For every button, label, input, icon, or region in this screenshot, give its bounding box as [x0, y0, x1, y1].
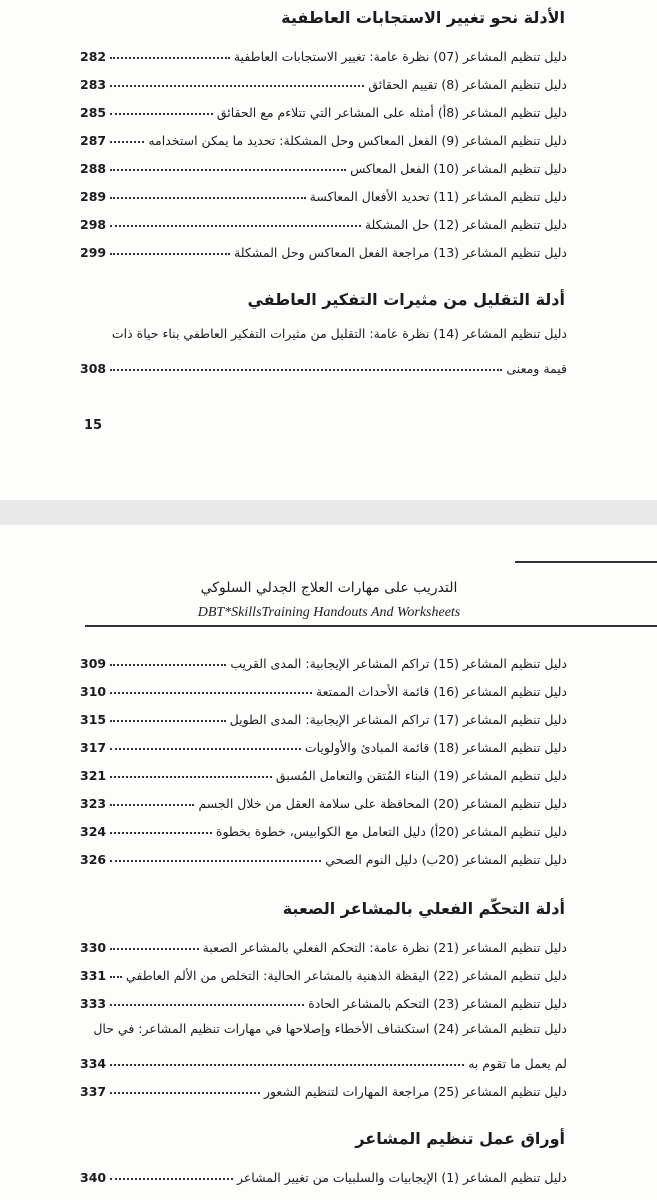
- toc-entry-title: دليل تنظيم المشاعر (8) تقييم الحقائق: [368, 77, 567, 92]
- toc-entry-page: 330: [80, 940, 107, 955]
- toc-page-16: [0, 525, 657, 1200]
- toc-entry-title: دليل تنظيم المشاعر (1) الإيجابيات والسلبيات من تغيير المشاعر: [236, 1170, 567, 1185]
- dot-leader: [110, 141, 144, 143]
- toc-entry: [80, 759, 567, 783]
- dot-leader: [110, 253, 230, 255]
- dot-leader: [110, 1064, 464, 1066]
- toc-entry-page: 288: [80, 161, 107, 176]
- header-rule-top: [515, 561, 657, 563]
- toc-entry: [80, 152, 567, 176]
- running-header-arabic: التدريب على مهارات العلاج الجدلي السلوكي: [200, 580, 458, 596]
- toc-entry-page: 317: [80, 740, 107, 755]
- dot-leader: [110, 692, 312, 694]
- dot-leader: [110, 832, 212, 834]
- page-number: 15: [84, 418, 103, 433]
- toc-entry-title: دليل تنظيم المشاعر (9) الفعل المعاكس وحل المشكلة: تحديد ما يمكن استخدامه: [148, 133, 567, 148]
- dot-leader: [110, 169, 346, 171]
- toc-entry-page: 321: [80, 768, 107, 783]
- dot-leader: [110, 976, 122, 978]
- toc-entry-first-line: دليل تنظيم المشاعر (14) نظرة عامة: التقليل من مثيرات التفكير العاطفي بناء حياة ذات: [111, 326, 567, 341]
- toc-entry: [80, 180, 567, 204]
- toc-entry-title: دليل تنظيم المشاعر (16) قائمة الأحداث الممتعة: [315, 684, 567, 699]
- section-heading-handling-difficult-emotions: أدلة التحكّم الفعلي بالمشاعر الصعبة: [282, 899, 565, 918]
- toc-entry-page: 315: [80, 712, 107, 727]
- toc-entry-page: 333: [80, 996, 107, 1011]
- toc-entry: [80, 208, 567, 232]
- toc-entry-title: دليل تنظيم المشاعر (23) التحكم بالمشاعر الحادة: [308, 996, 567, 1011]
- toc-entry-page: 326: [80, 852, 107, 867]
- toc-entry: [80, 931, 567, 955]
- toc-entry: [80, 352, 567, 376]
- toc-entry-title: دليل تنظيم المشاعر (21) نظرة عامة: التحكم الفعلي بالمشاعر الصعبة: [202, 940, 567, 955]
- toc-entry-page: 299: [80, 245, 107, 260]
- toc-entry-title: دليل تنظيم المشاعر (20ب) دليل النوم الصحي: [325, 852, 567, 867]
- toc-entry-title: دليل تنظيم المشاعر (18) قائمة المبادئ والأولويات: [304, 740, 567, 755]
- toc-entry-title: دليل تنظيم المشاعر (10) الفعل المعاكس: [350, 161, 567, 176]
- toc-entry-page: 331: [80, 968, 107, 983]
- dot-leader: [110, 948, 199, 950]
- toc-entry-title: دليل تنظيم المشاعر (22) اليقظة الذهنية بالمشاعر الحالية: التخلص من الألم العاطفي: [125, 968, 567, 983]
- toc-entry-page: 287: [80, 133, 107, 148]
- toc-entry-title: دليل تنظيم المشاعر (11) تحديد الأفعال المعاكسة: [309, 189, 567, 204]
- dot-leader: [110, 225, 361, 227]
- toc-entry-page: 282: [80, 49, 107, 64]
- toc-entry: [80, 843, 567, 867]
- dot-leader: [110, 57, 230, 59]
- dot-leader: [110, 664, 226, 666]
- toc-entry: [80, 731, 567, 755]
- toc-entry: [80, 1075, 567, 1099]
- dot-leader: [110, 720, 226, 722]
- toc-entry-page: 298: [80, 217, 107, 232]
- toc-entry-page: 309: [80, 656, 107, 671]
- toc-entry: [80, 703, 567, 727]
- section-heading-reducing-emotional-triggers: أدلة التقليل من مثيرات التفكير العاطفي: [247, 290, 565, 309]
- dot-leader: [110, 369, 502, 371]
- dot-leader: [110, 1092, 260, 1094]
- toc-entry-page: 283: [80, 77, 107, 92]
- toc-entry-title: دليل تنظيم المشاعر (13) مراجعة الفعل المعاكس وحل المشكلة: [234, 245, 567, 260]
- dot-leader: [110, 1178, 233, 1180]
- toc-entry-title: دليل تنظيم المشاعر (19) البناء المُتقن والتعامل المُسبق: [275, 768, 567, 783]
- toc-entry-page: 285: [80, 105, 107, 120]
- dot-leader: [110, 748, 301, 750]
- toc-entry-title: دليل تنظيم المشاعر (8أ) أمثله على المشاعر التي تتلاءم مع الحقائق: [216, 105, 567, 120]
- toc-entry-title: دليل تنظيم المشاعر (25) مراجعة المهارات لتنظيم الشعور: [263, 1084, 567, 1099]
- toc-entry-title: دليل تنظيم المشاعر (07) نظرة عامة: تغيير الاستجابات العاطفية: [233, 49, 567, 64]
- toc-entry: [80, 647, 567, 671]
- toc-entry-page: 340: [80, 1170, 107, 1185]
- dot-leader: [110, 85, 364, 87]
- toc-entry: [80, 96, 567, 120]
- toc-entry-first-line: دليل تنظيم المشاعر (24) استكشاف الأخطاء وإصلاحها في مهارات تنظيم المشاعر: في حال: [93, 1021, 567, 1036]
- toc-entry-page: 310: [80, 684, 107, 699]
- header-rule-bottom: [85, 625, 657, 627]
- toc-entry-title: دليل تنظيم المشاعر (15) تراكم المشاعر الإيجابية: المدى القريب: [230, 656, 567, 671]
- dot-leader: [110, 113, 213, 115]
- toc-entry-title: لم يعمل ما تقوم به: [468, 1056, 567, 1071]
- toc-entry: [80, 236, 567, 260]
- toc-entry-page: 334: [80, 1056, 107, 1071]
- toc-entry: [80, 987, 567, 1011]
- toc-entry-page: 337: [80, 1084, 107, 1099]
- toc-entry: [80, 124, 567, 148]
- dot-leader: [110, 860, 321, 862]
- toc-entry: [80, 675, 567, 699]
- toc-entry: [80, 815, 567, 839]
- toc-entry-title: دليل تنظيم المشاعر (20أ) دليل التعامل مع الكوابيس، خطوة بخطوة: [215, 824, 567, 839]
- toc-entry: [80, 1161, 567, 1185]
- dot-leader: [110, 776, 272, 778]
- toc-entry-page: 323: [80, 796, 107, 811]
- toc-entry: [80, 68, 567, 92]
- dot-leader: [110, 1004, 304, 1006]
- toc-entry-title: دليل تنظيم المشاعر (20) المحافظة على سلامة العقل من خلال الجسم: [198, 796, 567, 811]
- toc-entry-title: دليل تنظيم المشاعر (12) حل المشكلة: [364, 217, 567, 232]
- section-heading-changing-emotional-responses: الأدلة نحو تغيير الاستجابات العاطفية: [281, 8, 565, 27]
- toc-entry: [80, 40, 567, 64]
- dot-leader: [110, 197, 306, 199]
- section-heading-emotion-regulation-worksheets: أوراق عمل تنظيم المشاعر: [355, 1129, 565, 1148]
- toc-entry-page: 289: [80, 189, 107, 204]
- toc-entry: [80, 787, 567, 811]
- toc-entry-page: 308: [80, 361, 107, 376]
- toc-entry: [80, 959, 567, 983]
- dot-leader: [110, 804, 194, 806]
- toc-entry-page: 324: [80, 824, 107, 839]
- toc-entry-title: دليل تنظيم المشاعر (17) تراكم المشاعر الإيجابية: المدى الطويل: [229, 712, 567, 727]
- toc-entry: [80, 1047, 567, 1071]
- toc-entry-title: قيمة ومعنى: [506, 361, 567, 376]
- toc-page-15: [0, 0, 657, 500]
- running-header-english: DBT*SkillsTraining Handouts And Worksheets: [197, 605, 461, 620]
